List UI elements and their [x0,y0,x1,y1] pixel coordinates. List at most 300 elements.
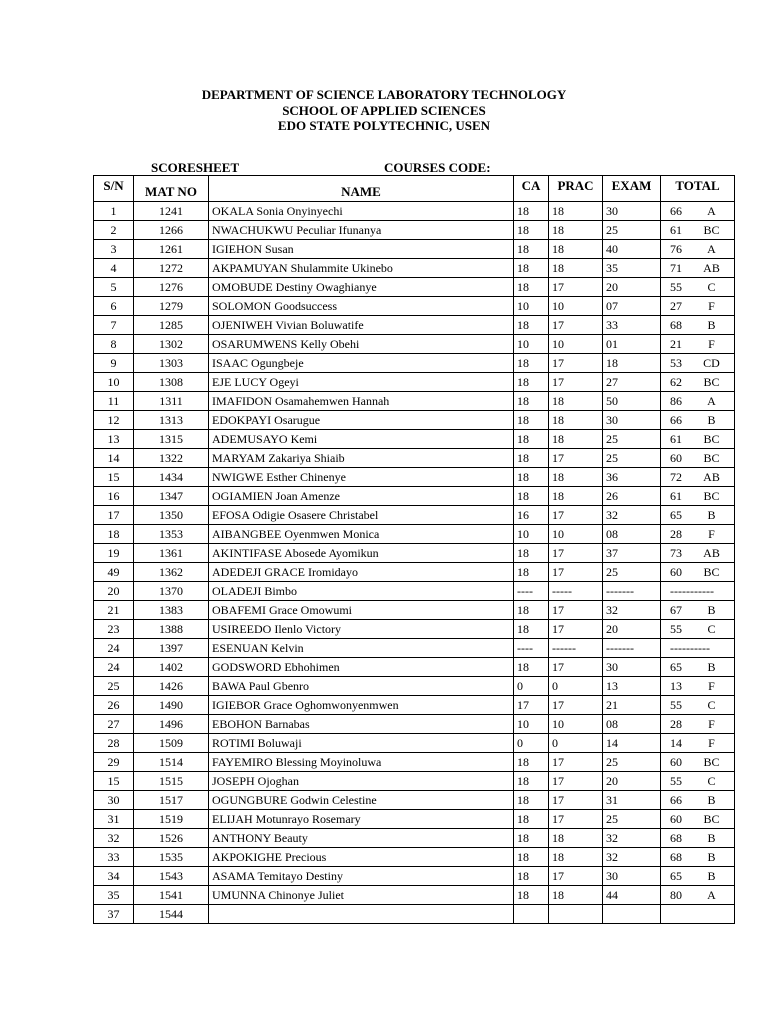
cell-name: OGUNGBURE Godwin Celestine [209,791,514,810]
cell-total [661,221,735,240]
cell-total [661,791,735,810]
cell-exam: 25 [603,221,661,240]
cell-total [661,810,735,829]
cell-ca: 18 [514,468,549,487]
cell-ca: 18 [514,563,549,582]
cell-sn: 2 [94,221,134,240]
cell-sn: 5 [94,278,134,297]
grade: BC [703,754,720,769]
cell-prac: ----- [549,582,603,601]
cell-name: AKPAMUYAN Shulammite Ukinebo [209,259,514,278]
cell-name: OJENIWEH Vivian Boluwatife [209,316,514,335]
cell-total [661,430,735,449]
cell-ca: 18 [514,354,549,373]
cell-name: AIBANGBEE Oyenmwen Monica [209,525,514,544]
cell-ca: 18 [514,791,549,810]
cell-mat-no: 1526 [134,829,209,848]
table-row [94,848,735,867]
table-body [94,202,735,924]
total-score: 55 [670,279,682,294]
cell-total [661,734,735,753]
total-score: 28 [670,716,682,731]
cell-exam: 30 [603,867,661,886]
cell-mat-no: 1276 [134,278,209,297]
cell-ca: 18 [514,411,549,430]
cell-exam: 01 [603,335,661,354]
cell-mat-no: 1315 [134,430,209,449]
cell-sn: 23 [94,620,134,639]
grade: F [708,716,715,731]
grade: A [707,393,716,408]
grade: CD [703,355,720,370]
cell-ca: 18 [514,316,549,335]
cell-name: ANTHONY Beauty [209,829,514,848]
cell-mat-no: 1490 [134,696,209,715]
cell-sn: 32 [94,829,134,848]
cell-total [661,886,735,905]
cell-sn: 8 [94,335,134,354]
cell-sn: 10 [94,373,134,392]
table-row [94,582,735,601]
document-header [0,87,768,134]
cell-prac: 18 [549,886,603,905]
total-score: 61 [670,431,682,446]
cell-exam: 32 [603,601,661,620]
cell-mat-no: 1434 [134,468,209,487]
cell-sn: 16 [94,487,134,506]
table-row [94,354,735,373]
cell-name: AKINTIFASE Abosede Ayomikun [209,544,514,563]
cell-total [661,601,735,620]
cell-sn: 13 [94,430,134,449]
column-header-mat-no: MAT NO [134,176,209,202]
table-row [94,335,735,354]
cell-total [661,848,735,867]
cell-prac: 18 [549,430,603,449]
cell-name: AKPOKIGHE Precious [209,848,514,867]
total-score: 65 [670,868,682,883]
cell-exam: 30 [603,202,661,221]
cell-ca: 18 [514,449,549,468]
column-header-ca: CA [514,176,549,202]
cell-mat-no: 1519 [134,810,209,829]
cell-exam: 20 [603,278,661,297]
cell-prac: 17 [549,791,603,810]
cell-name: ADEMUSAYO Kemi [209,430,514,449]
cell-name: OSARUMWENS Kelly Obehi [209,335,514,354]
cell-total [661,829,735,848]
cell-exam: 25 [603,563,661,582]
cell-ca: 18 [514,278,549,297]
cell-prac: 18 [549,392,603,411]
cell-total [661,696,735,715]
cell-prac: 17 [549,506,603,525]
cell-sn: 34 [94,867,134,886]
cell-sn: 15 [94,772,134,791]
cell-name: EJE LUCY Ogeyi [209,373,514,392]
cell-ca: 10 [514,297,549,316]
cell-prac: 17 [549,620,603,639]
cell-sn: 17 [94,506,134,525]
cell-total [661,506,735,525]
cell-ca: 0 [514,734,549,753]
cell-prac: 18 [549,240,603,259]
total-score: 65 [670,659,682,674]
cell-exam: 26 [603,487,661,506]
cell-ca: 10 [514,715,549,734]
total-score: 68 [670,830,682,845]
grade: BC [703,450,720,465]
cell-name: IGIEHON Susan [209,240,514,259]
cell-name: USIREEDO Ilenlo Victory [209,620,514,639]
total-score: 61 [670,488,682,503]
cell-name: NWIGWE Esther Chinenye [209,468,514,487]
total-score: 80 [670,887,682,902]
cell-prac: 18 [549,829,603,848]
table-row [94,411,735,430]
cell-total [661,335,735,354]
cell-sn: 1 [94,202,134,221]
total-score: 14 [670,735,682,750]
cell-name: ELIJAH Motunrayo Rosemary [209,810,514,829]
total-score: 72 [670,469,682,484]
cell-exam: 37 [603,544,661,563]
table-row [94,430,735,449]
cell-name: SOLOMON Goodsuccess [209,297,514,316]
table-row [94,278,735,297]
cell-prac: 10 [549,297,603,316]
total-score: 60 [670,450,682,465]
grade: BC [703,811,720,826]
cell-ca: 18 [514,259,549,278]
cell-ca: 18 [514,601,549,620]
cell-total [661,316,735,335]
total-score: 68 [670,849,682,864]
total-score: 60 [670,564,682,579]
cell-sn: 30 [94,791,134,810]
table-row [94,373,735,392]
cell-mat-no: 1353 [134,525,209,544]
cell-ca: 18 [514,867,549,886]
total-score: ---------- [670,640,710,655]
cell-mat-no: 1313 [134,411,209,430]
grade: B [707,792,716,807]
cell-prac: 17 [549,753,603,772]
cell-prac: 18 [549,259,603,278]
cell-sn: 7 [94,316,134,335]
cell-total [661,411,735,430]
cell-total [661,905,735,924]
cell-exam: 30 [603,658,661,677]
grade: BC [703,564,720,579]
cell-ca: 18 [514,392,549,411]
table-row [94,639,735,658]
cell-ca: 18 [514,772,549,791]
cell-exam: 08 [603,715,661,734]
table-row [94,221,735,240]
cell-sn: 25 [94,677,134,696]
column-header-exam: EXAM [603,176,661,202]
cell-total [661,563,735,582]
table-row [94,506,735,525]
cell-sn: 24 [94,658,134,677]
total-score: 60 [670,754,682,769]
cell-ca: 16 [514,506,549,525]
table-row [94,544,735,563]
cell-total [661,259,735,278]
cell-mat-no: 1426 [134,677,209,696]
cell-name: ADEDEJI GRACE Iromidayo [209,563,514,582]
cell-exam: 31 [603,791,661,810]
total-score: ----------- [670,583,714,598]
cell-name: JOSEPH Ojoghan [209,772,514,791]
cell-name: OBAFEMI Grace Omowumi [209,601,514,620]
cell-prac: 17 [549,449,603,468]
cell-sn: 9 [94,354,134,373]
table-row [94,829,735,848]
cell-exam: 44 [603,886,661,905]
cell-mat-no: 1361 [134,544,209,563]
cell-exam: 20 [603,772,661,791]
cell-ca: ---- [514,639,549,658]
table-row [94,658,735,677]
cell-mat-no: 1383 [134,601,209,620]
cell-ca: 18 [514,753,549,772]
cell-sn: 3 [94,240,134,259]
total-score: 28 [670,526,682,541]
cell-name: MARYAM Zakariya Shiaib [209,449,514,468]
cell-exam: 07 [603,297,661,316]
school-title: SCHOOL OF APPLIED SCIENCES [282,102,486,118]
cell-mat-no: 1514 [134,753,209,772]
table-row [94,905,735,924]
cell-ca: 18 [514,658,549,677]
cell-total [661,392,735,411]
cell-exam: 32 [603,506,661,525]
cell-name: IGIEBOR Grace Oghomwonyenmwen [209,696,514,715]
cell-mat-no: 1496 [134,715,209,734]
cell-mat-no: 1350 [134,506,209,525]
cell-mat-no: 1311 [134,392,209,411]
table-row [94,297,735,316]
grade: F [708,336,715,351]
grade: B [707,830,716,845]
total-score: 73 [670,545,682,560]
cell-total [661,240,735,259]
cell-sn: 26 [94,696,134,715]
table-header-row [94,176,735,202]
cell-sn: 11 [94,392,134,411]
cell-prac: 18 [549,202,603,221]
cell-mat-no: 1241 [134,202,209,221]
cell-total [661,449,735,468]
cell-total [661,525,735,544]
cell-mat-no: 1543 [134,867,209,886]
table-row [94,791,735,810]
grade: F [708,298,715,313]
cell-sn: 27 [94,715,134,734]
cell-mat-no: 1308 [134,373,209,392]
grade: BC [703,374,720,389]
score-table [93,175,735,924]
total-score: 55 [670,773,682,788]
table-row [94,316,735,335]
grade: AB [703,469,720,484]
table-row [94,468,735,487]
table-row [94,449,735,468]
cell-sn: 24 [94,639,134,658]
cell-name: OMOBUDE Destiny Owaghianye [209,278,514,297]
cell-mat-no: 1303 [134,354,209,373]
cell-name: OKALA Sonia Onyinyechi [209,202,514,221]
column-header-prac: PRAC [549,176,603,202]
cell-mat-no: 1541 [134,886,209,905]
department-title: DEPARTMENT OF SCIENCE LABORATORY TECHNOLOGY [201,87,567,102]
cell-name: FAYEMIRO Blessing Moyinoluwa [209,753,514,772]
cell-mat-no: 1388 [134,620,209,639]
total-score: 86 [670,393,682,408]
grade: F [708,735,715,750]
total-score: 27 [670,298,682,313]
table-row [94,677,735,696]
total-score: 53 [670,355,682,370]
cell-total [661,544,735,563]
cell-ca: 10 [514,335,549,354]
table-row [94,563,735,582]
cell-prac: 17 [549,316,603,335]
total-score: 76 [670,241,682,256]
cell-prac [549,905,603,924]
cell-prac: 10 [549,715,603,734]
cell-ca: 18 [514,810,549,829]
cell-prac: 18 [549,411,603,430]
cell-exam: 14 [603,734,661,753]
table-row [94,202,735,221]
cell-exam: 20 [603,620,661,639]
cell-exam: 13 [603,677,661,696]
table-row [94,810,735,829]
cell-exam: 25 [603,753,661,772]
cell-ca: 0 [514,677,549,696]
cell-total [661,715,735,734]
cell-sn: 49 [94,563,134,582]
cell-mat-no: 1402 [134,658,209,677]
cell-name: ESENUAN Kelvin [209,639,514,658]
cell-ca: 18 [514,886,549,905]
grade: B [707,412,716,427]
cell-exam: 25 [603,430,661,449]
cell-mat-no: 1362 [134,563,209,582]
cell-mat-no: 1517 [134,791,209,810]
cell-ca [514,905,549,924]
column-header-name: NAME [209,176,514,202]
cell-sn: 15 [94,468,134,487]
cell-total [661,468,735,487]
institution-title: EDO STATE POLYTECHNIC, USEN [277,118,491,133]
grade: B [707,868,716,883]
total-score: 21 [670,336,682,351]
cell-prac: 17 [549,696,603,715]
total-score: 66 [670,412,682,427]
table-row [94,696,735,715]
cell-mat-no: 1347 [134,487,209,506]
cell-mat-no: 1266 [134,221,209,240]
cell-prac: 17 [549,867,603,886]
cell-mat-no: 1370 [134,582,209,601]
cell-total [661,582,735,601]
table-row [94,259,735,278]
cell-mat-no: 1544 [134,905,209,924]
table-row [94,867,735,886]
column-header-total: TOTAL [661,176,735,202]
cell-prac: 0 [549,734,603,753]
cell-mat-no: 1515 [134,772,209,791]
table-row [94,772,735,791]
grade: B [707,849,716,864]
cell-prac: 18 [549,848,603,867]
cell-name: EFOSA Odigie Osasere Christabel [209,506,514,525]
cell-exam [603,905,661,924]
column-header-sn: S/N [94,176,134,202]
courses-code-label: COURSES CODE: [384,160,491,175]
cell-exam: 25 [603,449,661,468]
cell-mat-no: 1535 [134,848,209,867]
cell-name: UMUNNA Chinonye Juliet [209,886,514,905]
cell-mat-no: 1272 [134,259,209,278]
cell-prac: ------ [549,639,603,658]
cell-prac: 17 [549,658,603,677]
cell-prac: 10 [549,335,603,354]
cell-ca: 18 [514,487,549,506]
cell-prac: 17 [549,373,603,392]
cell-mat-no: 1279 [134,297,209,316]
cell-ca: 18 [514,240,549,259]
cell-sn: 28 [94,734,134,753]
cell-ca: 10 [514,525,549,544]
cell-prac: 17 [549,810,603,829]
grade: B [707,659,716,674]
cell-exam: 32 [603,829,661,848]
cell-name: OLADEJI Bimbo [209,582,514,601]
cell-exam: 18 [603,354,661,373]
cell-mat-no: 1285 [134,316,209,335]
total-score: 60 [670,811,682,826]
total-score: 68 [670,317,682,332]
cell-sn: 19 [94,544,134,563]
cell-name: ASAMA Temitayo Destiny [209,867,514,886]
cell-total [661,202,735,221]
table-row [94,753,735,772]
cell-total [661,753,735,772]
cell-prac: 17 [549,278,603,297]
table-row [94,525,735,544]
table-row [94,734,735,753]
cell-total [661,297,735,316]
table-row [94,487,735,506]
table-row [94,620,735,639]
cell-sn: 18 [94,525,134,544]
cell-total [661,677,735,696]
cell-exam: 50 [603,392,661,411]
cell-exam: 36 [603,468,661,487]
cell-exam: 25 [603,810,661,829]
cell-prac: 18 [549,487,603,506]
table-row [94,886,735,905]
cell-exam: 40 [603,240,661,259]
cell-sn: 31 [94,810,134,829]
cell-ca: 18 [514,620,549,639]
total-score: 55 [670,697,682,712]
